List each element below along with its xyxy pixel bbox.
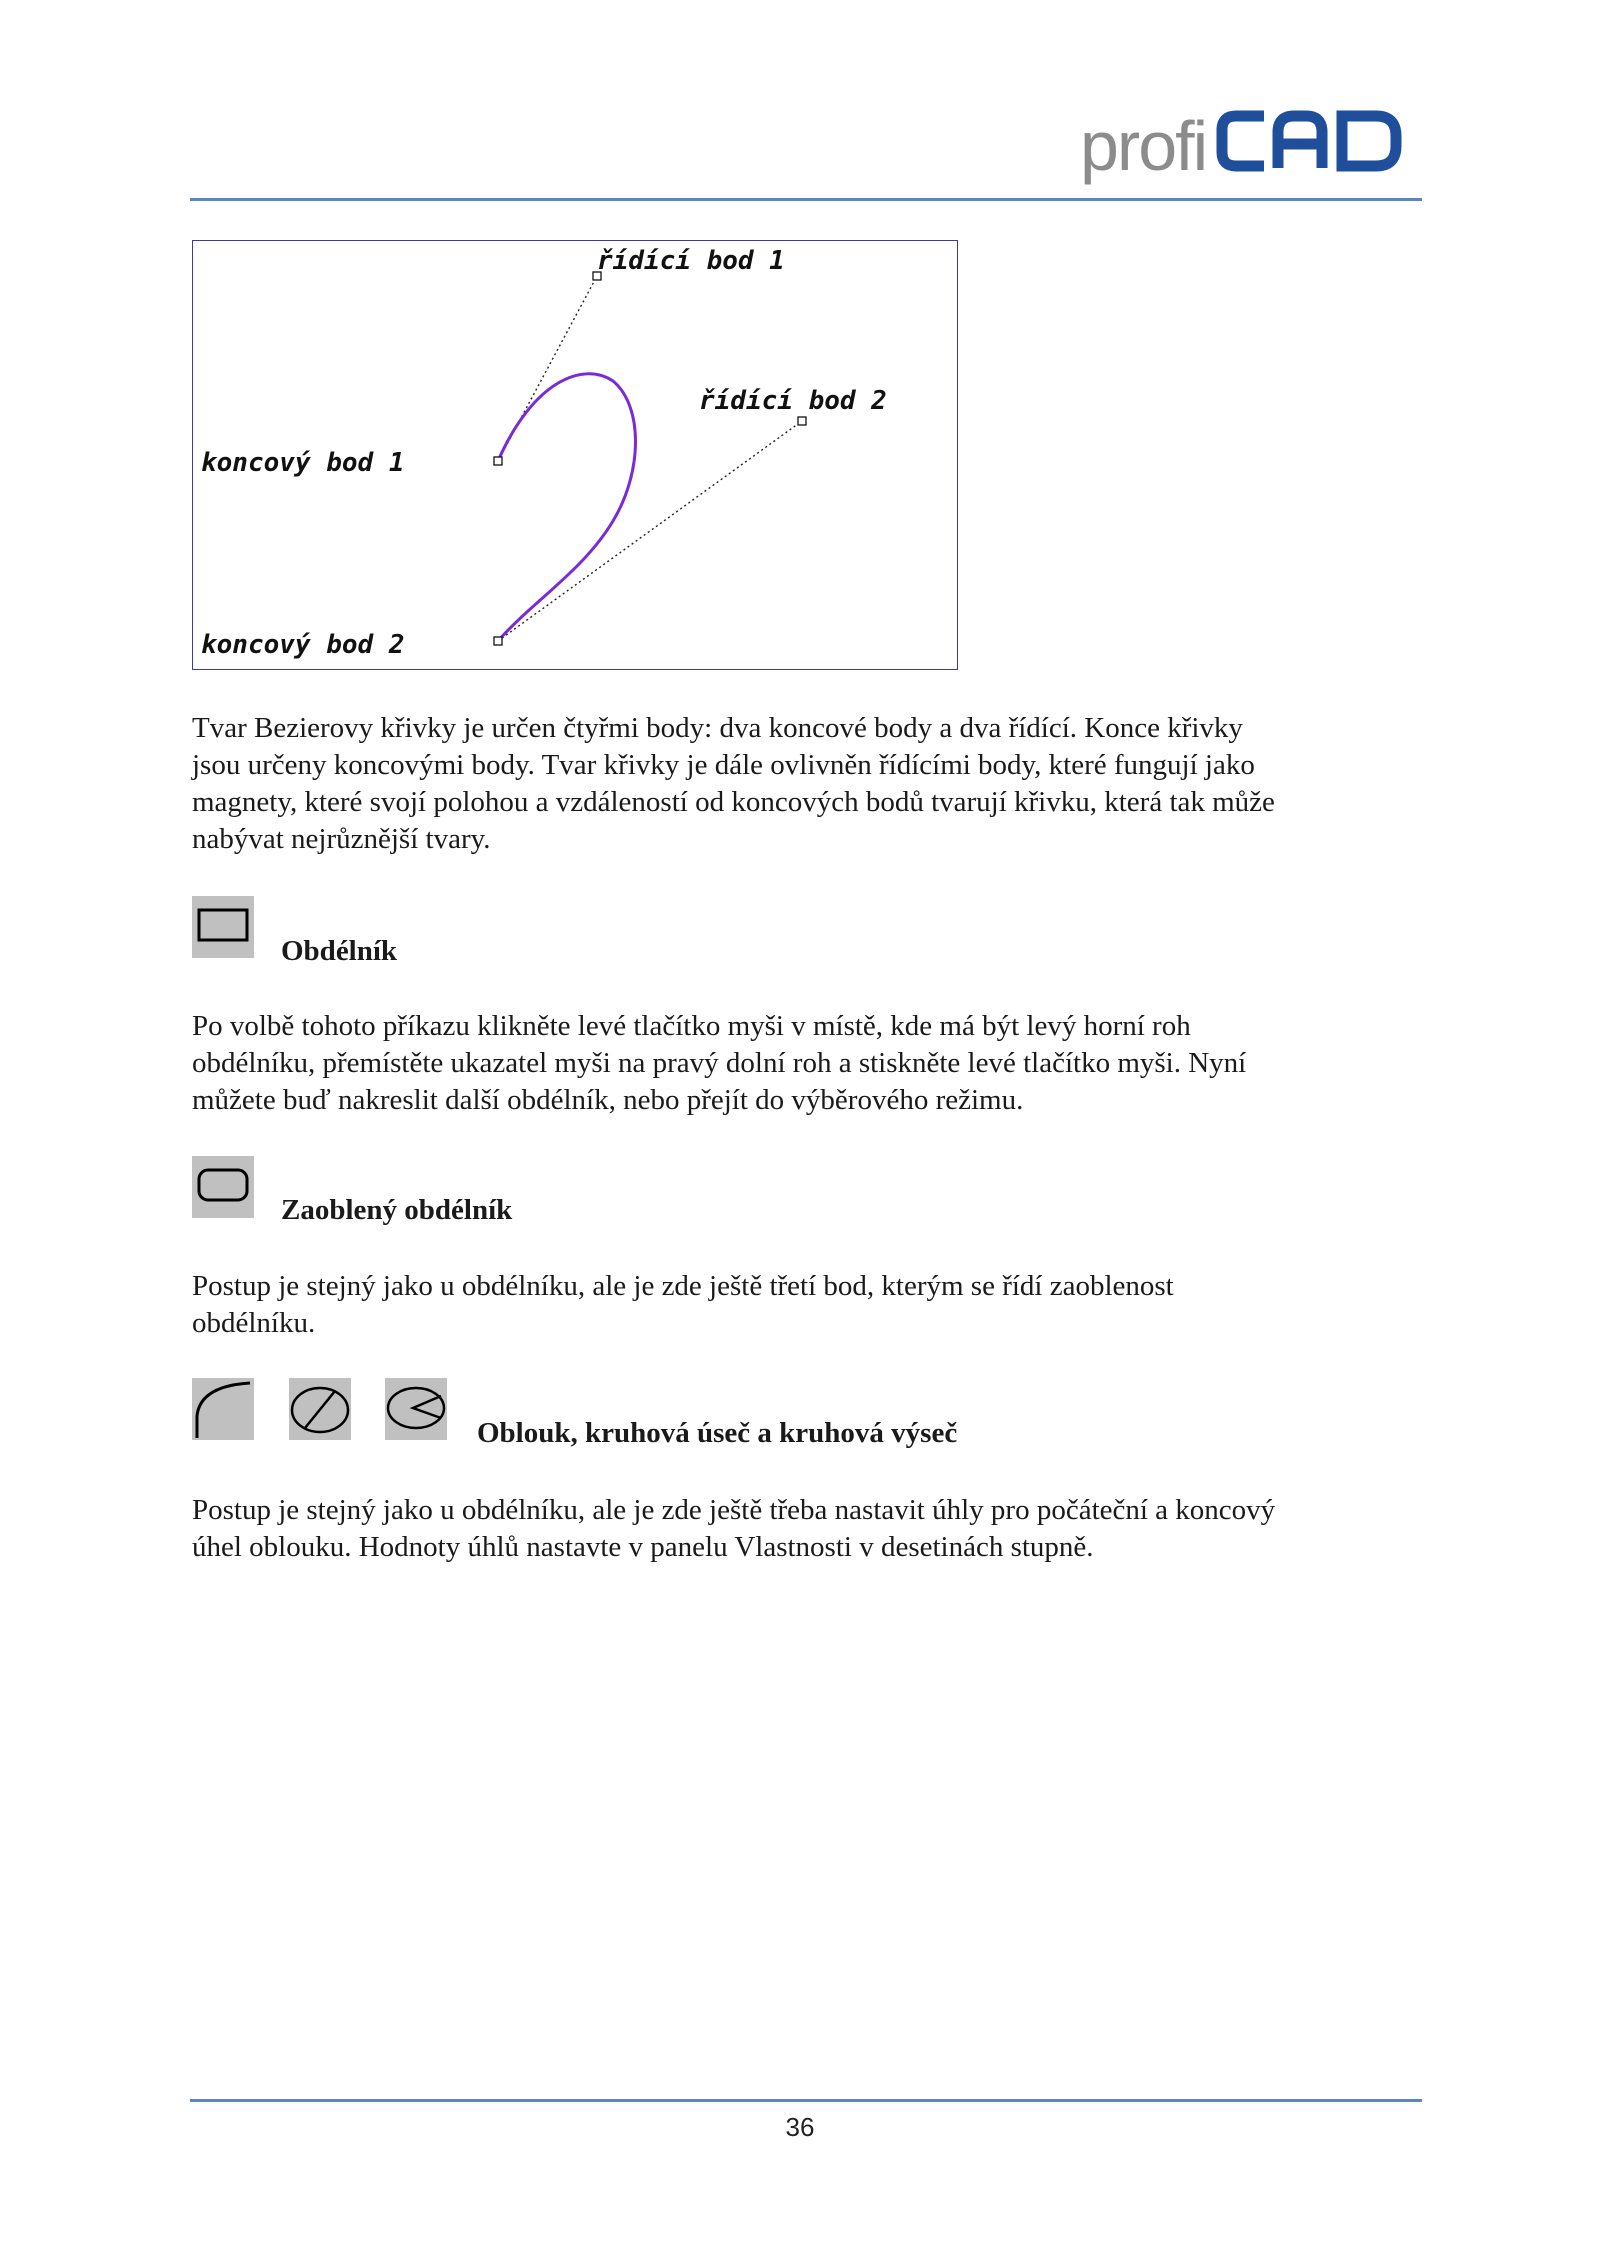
control-line-2 bbox=[498, 421, 802, 641]
text-line: obdélníku. bbox=[192, 1307, 316, 1339]
rounded-rectangle-description bbox=[192, 1268, 1422, 1342]
text-line: Po volbě tohoto příkazu klikněte levé tlačítko myši v místě, kde má být levý horní roh bbox=[192, 1010, 1191, 1042]
text-line: jsou určeny koncovými body. Tvar křivky je dále ovlivněn řídícími body, které fungují jako bbox=[192, 749, 1255, 781]
arc-tool-icon bbox=[192, 1378, 254, 1440]
label-end-point-2: koncový bod 2 bbox=[201, 630, 405, 660]
label-control-point-2: řídící bod 2 bbox=[699, 386, 887, 416]
text-line: obdélníku, přemístěte ukazatel myši na pravý dolní roh a stiskněte levé tlačítko myši. Nyní bbox=[192, 1047, 1247, 1079]
text-line: můžete buď nakreslit další obdélník, nebo přejít do výběrového režimu. bbox=[192, 1084, 1024, 1116]
logo-text-cad bbox=[1216, 110, 1406, 172]
heading-rounded-rectangle: Zaoblený obdélník bbox=[281, 1194, 513, 1226]
bezier-diagram bbox=[193, 241, 957, 669]
bezier-curve-figure bbox=[192, 240, 958, 670]
bezier-curve bbox=[498, 374, 636, 641]
circle-sector-tool-icon bbox=[385, 1378, 447, 1440]
page-number: 36 bbox=[785, 2112, 815, 2142]
rectangle-tool-icon bbox=[192, 896, 254, 958]
text-line: Tvar Bezierovy křivky je určen čtyřmi body: dva koncové body a dva řídící. Konce křivky bbox=[192, 712, 1243, 744]
text-line: úhel oblouku. Hodnoty úhlů nastavte v panelu Vlastnosti v desetinách stupně. bbox=[192, 1531, 1094, 1563]
circle-segment-tool-icon bbox=[289, 1378, 351, 1440]
logo-text-profi: profi bbox=[1080, 107, 1207, 185]
proficad-logo bbox=[1080, 106, 1410, 186]
text-line: nabývat nejrůznější tvary. bbox=[192, 823, 491, 855]
header-rule bbox=[190, 198, 1422, 201]
end-point-2-marker bbox=[494, 637, 502, 645]
end-point-1-marker bbox=[494, 457, 502, 465]
bezier-description bbox=[192, 710, 1422, 858]
text-line: Postup je stejný jako u obdélníku, ale je zde ještě třetí bod, kterým se řídí zaoblenost bbox=[192, 1270, 1174, 1302]
text-line: Postup je stejný jako u obdélníku, ale je zde ještě třeba nastavit úhly pro počáteční a koncový bbox=[192, 1494, 1276, 1526]
label-end-point-1: koncový bod 1 bbox=[201, 448, 405, 478]
heading-rectangle: Obdélník bbox=[281, 935, 398, 967]
text-line: magnety, které svojí polohou a vzdáleností od koncových bodů tvarují křivku, která tak může bbox=[192, 786, 1275, 818]
control-point-2-marker bbox=[798, 417, 806, 425]
rounded-rectangle-tool-icon bbox=[192, 1156, 254, 1218]
footer-rule bbox=[190, 2099, 1422, 2102]
rectangle-description bbox=[192, 1008, 1422, 1119]
arc-description bbox=[192, 1492, 1422, 1566]
heading-arc: Oblouk, kruhová úseč a kruhová výseč bbox=[477, 1417, 958, 1449]
label-control-point-1: řídící bod 1 bbox=[597, 246, 785, 276]
